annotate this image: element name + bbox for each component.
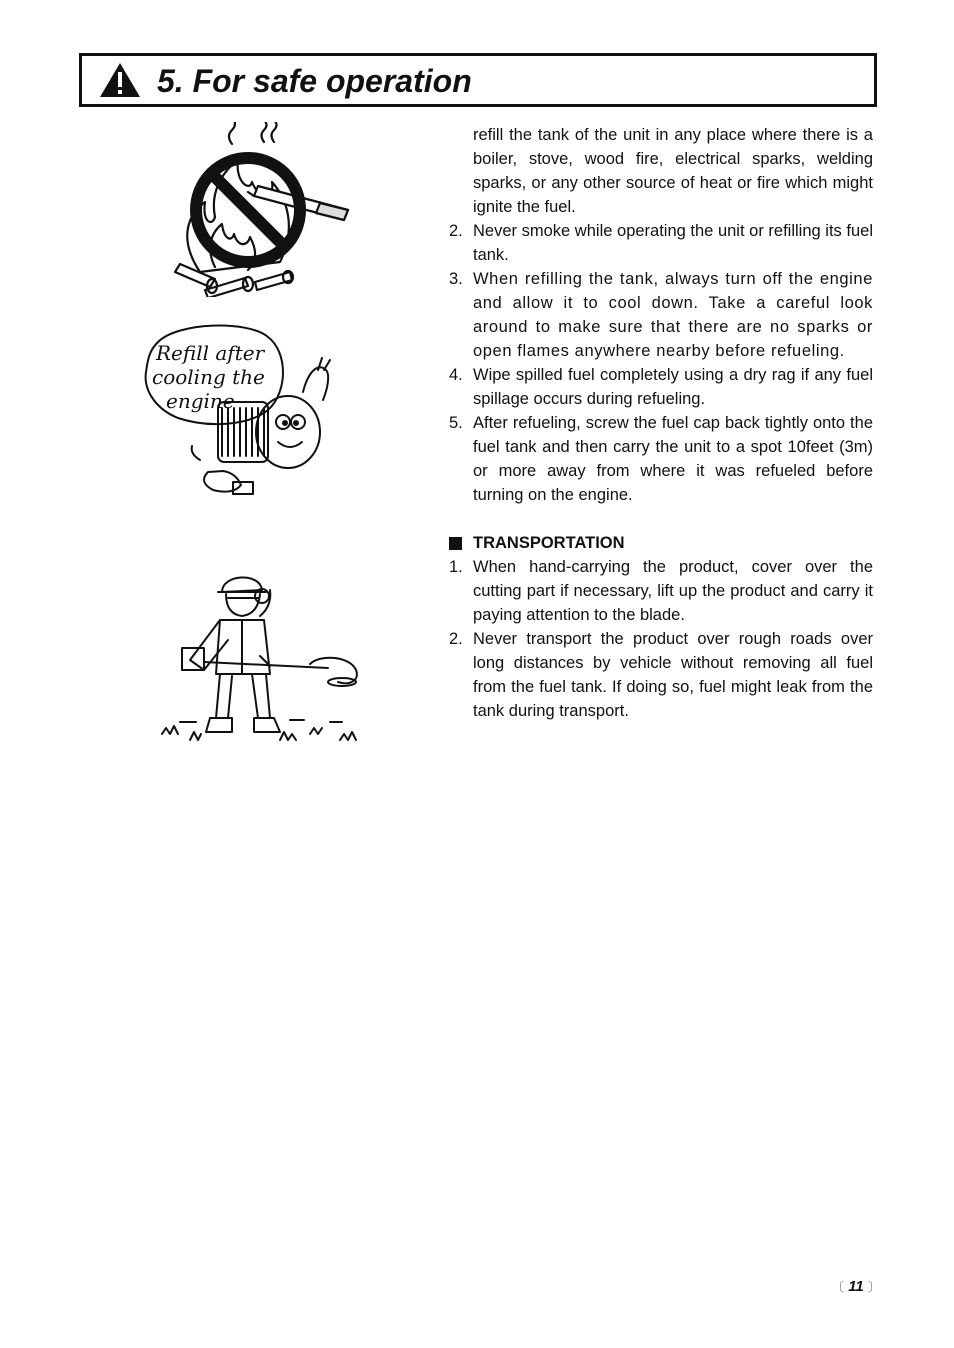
item-text: Never transport the product over rough roads over long distances by vehicle without removing all fuel from the fuel tank. If doing so, fuel might leak from the tank during transport. <box>473 630 873 720</box>
warning-triangle-icon <box>99 62 141 98</box>
item-text: Never smoke while operating the unit or refilling its fuel tank. <box>473 222 873 264</box>
item-number: 4. <box>449 366 463 384</box>
list-item <box>449 555 873 627</box>
refill-caption-line: engine <box>166 389 235 413</box>
item-number: 1. <box>449 558 463 576</box>
item-text: After refueling, screw the fuel cap back tightly onto the fuel tank and then carry the unit to a spot 10feet (3m) or more away from where it was refueled before turning on the engine. <box>473 414 873 504</box>
item-number: 3. <box>449 270 463 288</box>
item-number: 5. <box>449 414 463 432</box>
worker-with-trimmer-illustration <box>160 564 370 746</box>
bracket-right: 〕 <box>867 1280 880 1294</box>
list-item <box>449 411 873 507</box>
list-item <box>449 219 873 267</box>
item-text: Wipe spilled fuel completely using a dry rag if any fuel spillage occurs during refueling. <box>473 366 873 408</box>
item-number: 2. <box>449 222 463 240</box>
body-text <box>449 123 873 723</box>
page-number <box>832 1278 880 1295</box>
page-number-value: 11 <box>848 1278 864 1295</box>
item-text: When hand-carrying the product, cover over the cutting part if necessary, lift up the product and carry it paying attention to the blade. <box>473 558 873 624</box>
bracket-left: 〔 <box>832 1280 845 1294</box>
page-title: 5. For safe operation <box>157 63 472 99</box>
square-bullet-icon <box>449 537 462 550</box>
list-item <box>449 627 873 723</box>
refill-after-cooling-illustration <box>138 322 338 502</box>
section-heading-text: TRANSPORTATION <box>473 534 625 552</box>
section-heading <box>449 531 873 555</box>
list-item <box>449 267 873 363</box>
list-item <box>449 363 873 411</box>
refill-caption-line: Refill after <box>156 341 265 365</box>
item-text: When refilling the tank, always turn off the engine and allow it to cool down. Take a careful look around to make sure that there are no sparks or open flames anywhere nearby before refueling. <box>473 270 873 360</box>
paragraph-continuation: refill the tank of the unit in any place where there is a boiler, stove, wood fire, electrical sparks, welding sparks, or any other source of heat or fire which might ignite the fuel. <box>473 126 873 216</box>
no-smoking-illustration <box>160 122 360 297</box>
section-header <box>79 53 877 107</box>
item-number: 2. <box>449 630 463 648</box>
refill-caption-line: cooling the <box>152 365 265 389</box>
